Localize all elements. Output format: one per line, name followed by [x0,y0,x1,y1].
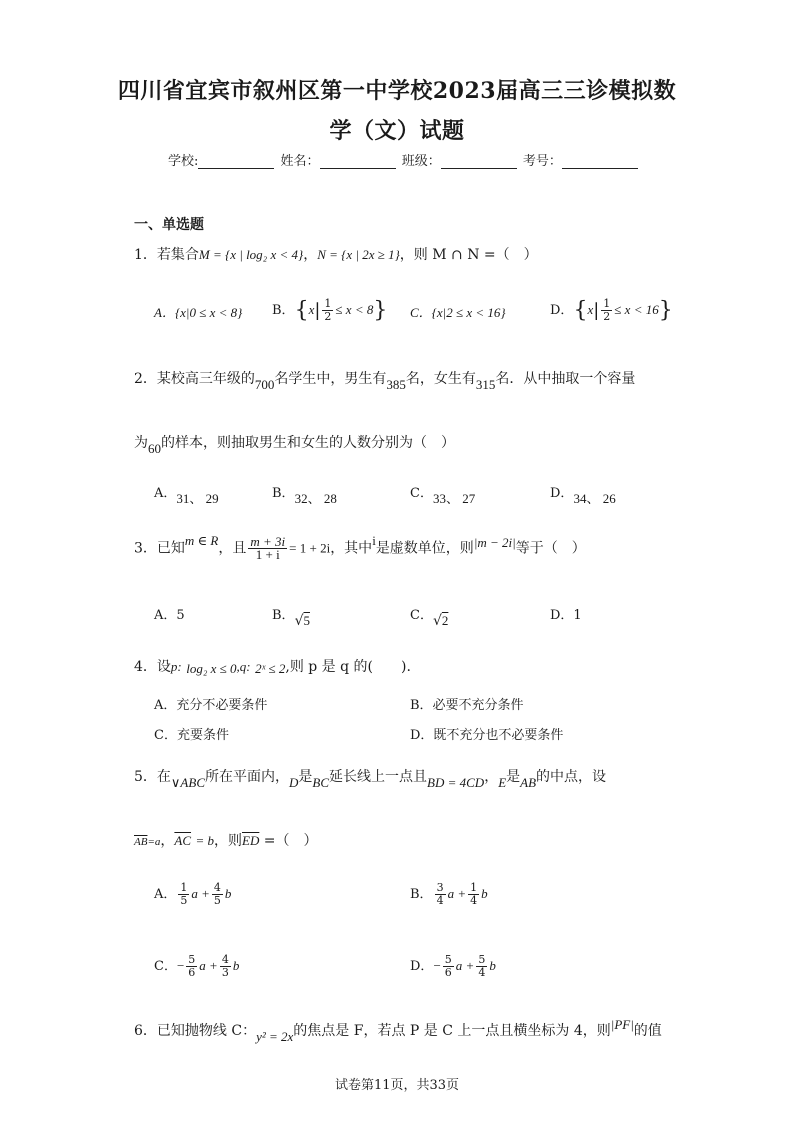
sqrt-glyph: √5 [294,613,310,629]
frac-den: 5 [213,894,221,907]
vec-term: a + [191,886,210,901]
q1-option-a [154,302,242,321]
q5-vector-b: = b [195,833,214,848]
frac-num: 1 [470,881,478,894]
q3-text-c: ，其中 [330,540,373,557]
q3-text-e: 等于（ ） [515,540,586,557]
q2-option-a [154,482,219,506]
frac-den: 5 [180,894,188,907]
minus-sign: − [433,958,441,973]
q2-text-a: 2．某校高三年级的 [134,371,255,387]
frac-num: 1 [603,297,611,310]
q4-option-b: B．必要不充分条件 [410,698,524,713]
q5-text-f: 是 [506,769,521,785]
frac [468,882,479,907]
q3-option-c [410,604,449,629]
vec-term: a + [455,958,475,973]
q5-option-d-label: D． [410,959,434,974]
q2-option-b-label: B． [272,486,295,501]
q4-text-b: ,则 p 是 q 的( ). [285,659,411,675]
frac-num: 4 [221,953,229,966]
q6-abs-pf: |PF| [610,1017,634,1032]
q2-text-f: 的样本，则抽取男生和女生的人数分别为（ ） [161,435,455,451]
q2-text-b: 名学生中，男生有 [274,371,387,387]
q1-number: 1．若集合 [134,247,199,263]
q2-girls: 315 [475,377,496,392]
q1-option-d-var: x [587,302,594,317]
frac [186,954,197,979]
q2-text-e: 为 [134,435,148,451]
q5-segment-ab: AB [520,775,537,790]
q3-option-b-radicand: 5 [303,613,310,628]
q5-vector-ac: $\overline{AC}$ [174,833,192,848]
q3-m-in-r: m ∈ R [184,532,219,548]
q1-ask: ，则 M ∩ N =（ ） [399,247,538,263]
q5-option-b-label: B． [410,887,433,902]
q6-parabola-eq: y² = 2x [256,1029,294,1044]
q4-q-expr: 2ˣ ≤ 2 [255,661,286,676]
q1-set-m: M = {x | log₂ x < 4} [198,247,304,262]
school-label: 学校: [168,154,199,169]
question-4-stem [134,656,411,676]
q4-option-c: C．充要条件 [154,728,229,743]
vec-term: b [489,958,496,973]
q3-abs-expr: |m − 2i| [473,534,516,550]
frac-num: 4 [213,881,221,894]
q3-imag-unit: i [372,532,376,548]
q5-vector-ab: $\overline{AB}$ [134,836,148,848]
frac-num: 5 [478,953,486,966]
q2-total: 700 [254,377,275,392]
q5-triangle: ∨ABC [170,775,205,790]
frac [212,882,223,907]
q5-option-a-label: A． [154,887,177,902]
q2-option-c-label: C． [410,486,433,501]
page-footer: 试卷第11页，共33页 [334,1078,460,1093]
q1-option-b [272,298,387,323]
q1-option-c [410,302,506,321]
class-label: 班级： [401,154,441,169]
name-blank [320,155,396,169]
title-line-2: 学（文）试题 [329,118,465,144]
q2-boys: 385 [386,377,406,392]
q5-vector-a: =a [147,836,161,848]
q6-text-a: 6．已知抛物线 C： [134,1023,257,1039]
right-brace-glyph: } [373,298,388,323]
title-line-1: 四川省宜宾市叙州区第一中学校2023届高三三诊模拟数 [117,78,677,104]
q5-option-b [410,882,488,907]
minus-sign: − [176,958,185,973]
question-3-stem [134,532,586,562]
name-label: 姓名： [280,154,320,169]
frac [476,954,487,979]
q5-option-a [154,882,231,907]
frac-den: 6 [444,966,452,979]
q4-option-d: D．既不充分也不必要条件 [410,728,564,743]
question-5-line-1 [134,766,607,790]
bar-glyph: | [314,300,321,321]
frac-num: 1 [324,297,332,310]
right-brace-glyph: } [658,298,673,323]
q2-option-c-text: 33、 27 [432,491,476,506]
q2-option-b-text: 32、 28 [294,491,337,506]
frac-den: 4 [436,894,444,907]
q4-q: ,q: [236,659,251,674]
vec-term: b [232,958,240,973]
q1-option-b-fraction [322,298,333,323]
left-brace-glyph: { [573,298,588,323]
q5-text-e: ， [484,769,499,785]
q3-option-c-radicand: 2 [441,613,449,628]
q4-p: p: [170,659,182,674]
q1-option-d-fraction [601,298,612,323]
frac-den: 4 [470,894,478,907]
q1-option-a-text: A．{x|0 ≤ x < 8} [154,305,243,320]
frac-num: m + 3i [250,534,286,549]
q2-text-c: 名，女生有 [405,371,476,387]
frac-num: 1 [180,881,188,894]
question-5-line-2 [134,830,318,850]
q2-option-a-label: A． [154,486,177,501]
q3-option-b-label: B． [272,608,295,623]
exam-no-blank [562,155,638,169]
question-6-stem [134,1017,662,1044]
q3-option-c-label: C． [410,608,433,623]
q2-option-c [410,482,476,506]
frac-den: 2 [324,310,332,323]
vec-term: a + [447,886,467,901]
frac-den: 2 [603,310,611,323]
q2-option-b [272,482,337,506]
q1-option-d [550,298,673,323]
question-2-line-1 [134,368,636,392]
q5-segment-bc: BC [312,775,330,790]
q5-point-d: D [289,775,299,790]
left-brace-glyph: { [294,298,309,323]
q5-text-c: 是 [298,769,313,785]
q5-option-c [154,954,239,979]
q1-set-n: N = {x | 2x ≥ 1} [317,247,400,262]
q5-point-e: E [498,775,507,790]
q4-p-expr: log₂ x ≤ 0 [186,661,237,676]
q3-text-b: ，且 [218,540,247,557]
q3-option-a: A．5 [154,608,185,623]
frac-den: 1 + i [255,547,280,562]
q5-text-d: 延长线上一点且 [329,769,428,785]
school-blank [198,155,274,169]
frac-den: 4 [478,966,486,979]
q2-sample-size: 60 [148,441,161,456]
frac-num: 5 [444,953,452,966]
q3-text-d: 是虚数单位，则 [375,540,474,557]
frac [178,882,189,907]
q3-option-b [272,604,310,629]
question-1-stem: 1．若集合M = {x | log₂ x < 4}，N = {x | 2x ≥ 1}，则 M ∩ N =（ ） [134,247,538,263]
section-heading: 一、单选题 [134,217,204,233]
q1-option-d-label: D． [550,303,574,318]
q1-option-c-text: C．{x|2 ≤ x < 16} [410,305,506,320]
q5-condition: BD = 4CD [427,775,485,790]
q5-sep: ， [160,833,175,849]
q1-option-b-var: x [308,302,315,317]
q6-text-c: 的值 [633,1023,662,1039]
bar-glyph: | [593,300,600,321]
q5-option-c-label: C． [154,959,177,974]
frac [443,954,454,979]
q4-option-a: A．充分不必要条件 [154,698,268,713]
q3-fraction [248,536,287,561]
vec-term: a + [199,958,218,973]
q2-option-d [550,482,616,506]
q1-option-b-label: B． [272,303,295,318]
sqrt-glyph: √2 [432,613,449,629]
q2-option-d-text: 34、 26 [573,491,616,506]
q5-text-a: 5．在 [134,769,171,785]
q3-text-a: 3．已知 [134,540,185,557]
q3-equation-rhs: = 1 + 2i [289,540,331,556]
frac [435,882,446,907]
question-2-line-2 [134,432,455,456]
frac-num: 3 [436,881,444,894]
frac-den: 6 [188,966,196,979]
q4-text-a: 4．设 [134,659,171,675]
q6-text-b: 的焦点是 F，若点 P 是 C 上一点且横坐标为 4，则 [293,1023,611,1039]
q5-vector-ed: $\overline{ED}$ [242,833,260,848]
vec-term: b [224,886,232,901]
q2-option-a-text: 31、 29 [176,491,219,506]
q1-option-b-post: ≤ x < 8 [335,302,374,317]
frac [220,954,231,979]
q5-text-b: 所在平面内， [205,769,289,785]
frac-num: 5 [188,953,196,966]
q2-option-d-label: D． [550,486,574,501]
q5-text-g: 的中点，设 [536,769,607,785]
student-info-row [168,150,640,169]
exam-no-label: 考号： [522,154,562,169]
q2-text-d: 名．从中抽取一个容量 [495,371,636,387]
q5-ask: =（ ） [263,833,318,849]
q3-option-d: D．1 [550,608,582,623]
class-blank [441,155,517,169]
q1-option-d-post: ≤ x < 16 [614,302,659,317]
vec-term: b [481,886,488,901]
q5-then: ，则 [214,833,242,849]
frac-den: 3 [221,966,229,979]
q5-option-d [410,954,496,979]
